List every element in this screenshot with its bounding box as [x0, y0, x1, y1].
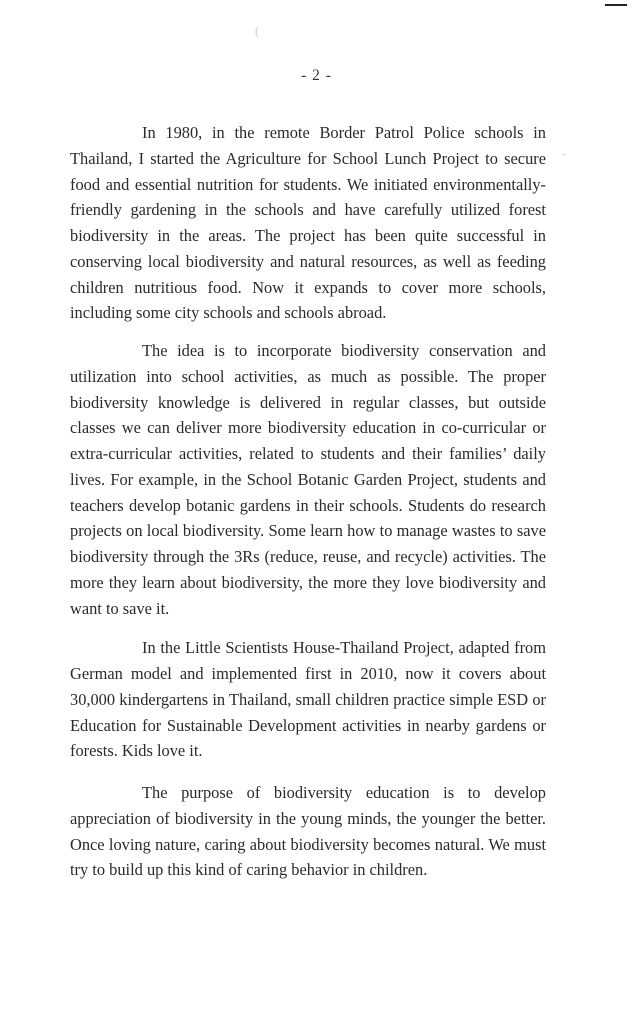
paragraph-school-lunch-project: In 1980, in the remote Border Patrol Police schools in Thailand, I started the Agriculture for School Lunch Project to secure food and essential nutrition for students. We initiated environmentally-friendly gardening in the schools and have carefully utilized forest biodiversity in the areas. The project has been quite successful in conserving local biodiversity and natural resources, as well as feeding children nutritious food. Now it expands to cover more schools, including some city schools and schools abroad.: [70, 123, 546, 323]
paragraph-school-activities: The idea is to incorporate biodiversity conservation and utilization into school activities, as much as possible. The proper biodiversity knowledge is delivered in regular classes, but outside classes we can deliver more biodiversity education in co-curricular or extra-curricular activities, related to students and their families’ daily lives. For example, in the School Botanic Garden Project, students and teachers develop botanic gardens in their schools. Students do research projects on local biodiversity. Some learn how to manage wastes to save biodiversity through the 3Rs (reduce, reuse, and recycle) activities. The more they learn about biodiversity, the more they love biodiversity and want to save it.: [70, 341, 546, 618]
document-body: [70, 120, 546, 897]
scan-speck: ˝: [562, 151, 566, 165]
scan-speck: (: [255, 24, 259, 38]
paragraph-little-scientists-house: In the Little Scientists House-Thailand Project, adapted from German model and implemented first in 2010, now it covers about 30,000 kindergartens in Thailand, small children practice simple ESD or Education for Sustainable Development activities in nearby gardens or forests. Kids love it.: [70, 638, 546, 761]
paragraph-purpose-of-education: The purpose of biodiversity education is to develop appreciation of biodiversity in the young minds, the younger the better. Once loving nature, caring about biodiversity becomes natural. We must try to build up this kind of caring behavior in children.: [70, 783, 546, 880]
page-number: - 2 -: [301, 67, 332, 84]
scan-edge-mark: [605, 4, 627, 6]
